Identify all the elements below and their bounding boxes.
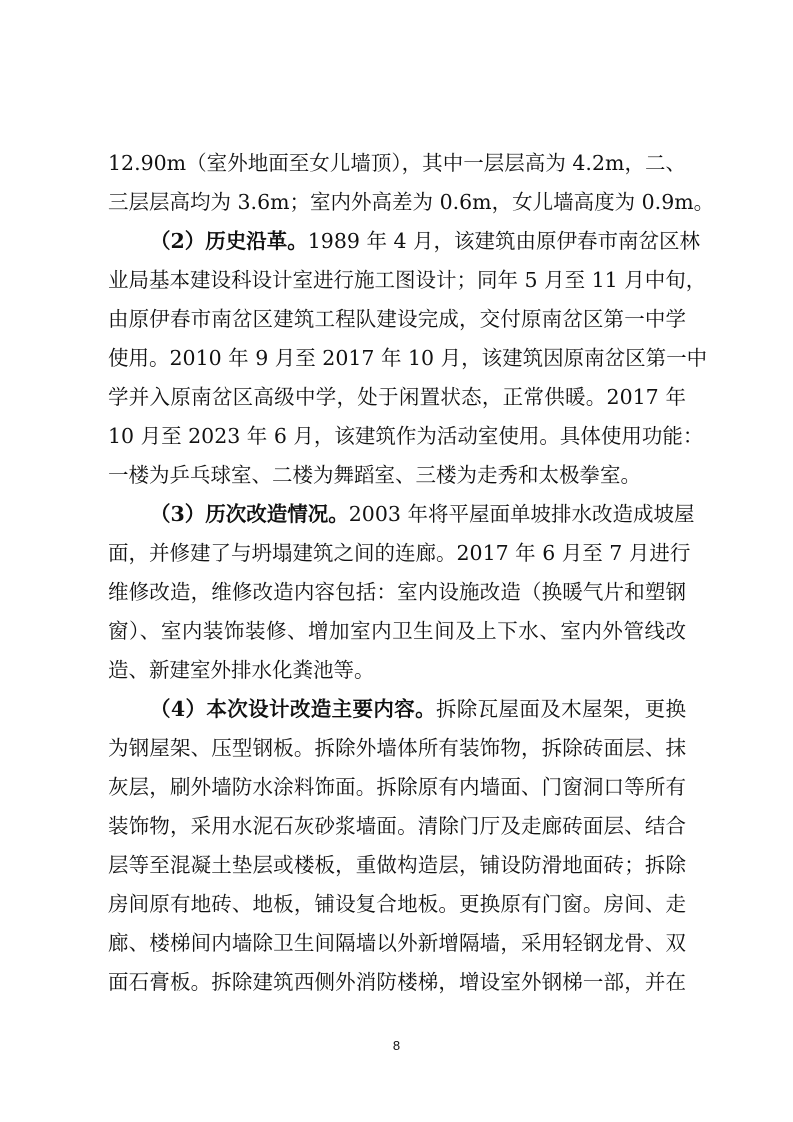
text-line: 12.90m（室外地面至女儿墙顶），其中一层层高为 4.2m，二、	[108, 151, 686, 175]
text-line: 学并入原南岔区高级中学，处于闲置状态，正常供暖。2017 年	[108, 385, 686, 409]
text-line: 造、新建室外排水化粪池等。	[108, 658, 375, 682]
page-number: 8	[392, 1038, 401, 1053]
section-heading-design-content: （4）本次设计改造主要内容。	[150, 697, 436, 721]
text-line: 一楼为乒乓球室、二楼为舞蹈室、三楼为走秀和太极拳室。	[108, 463, 641, 487]
text-line: 层等至混凝土垫层或楼板，重做构造层，铺设防滑地面砖；拆除	[108, 853, 686, 877]
paragraph-text: 2003 年将平屋面单坡排水改造成坡屋	[348, 502, 695, 526]
text-line: 房间原有地砖、地板，铺设复合地板。更换原有门窗。房间、走	[108, 892, 686, 916]
text-line: 面，并修建了与坍塌建筑之间的连廊。2017 年 6 月至 7 月进行	[108, 541, 691, 565]
text-line: 业局基本建设科设计室进行施工图设计；同年 5 月至 11 月中旬，	[108, 268, 707, 292]
text-line: 廊、楼梯间内墙除卫生间隔墙以外新增隔墙，采用轻钢龙骨、双	[108, 931, 686, 955]
paragraph-text: 拆除瓦屋面及木屋架，更换	[435, 697, 686, 721]
section-heading-history: （2）历史沿革。	[150, 229, 308, 253]
text-line: 面石膏板。拆除建筑西侧外消防楼梯，增设室外钢梯一部，并在	[108, 970, 686, 994]
text-line: 10 月至 2023 年 6 月，该建筑作为活动室使用。具体使用功能：	[108, 424, 704, 448]
text-line: 窗）、室内装饰装修、增加室内卫生间及上下水、室内外管线改	[108, 619, 686, 643]
text-line: 装饰物，采用水泥石灰砂浆墙面。清除门厅及走廊砖面层、结合	[108, 814, 686, 838]
text-line: 为钢屋架、压型钢板。拆除外墙体所有装饰物，拆除砖面层、抹	[108, 736, 686, 760]
paragraph-4-first-line	[150, 694, 686, 724]
text-line: 维修改造，维修改造内容包括：室内设施改造（换暖气片和塑钢	[108, 580, 686, 604]
text-line: 由原伊春市南岔区建筑工程队建设完成，交付原南岔区第一中学	[108, 307, 686, 331]
text-line: 灰层，刷外墙防水涂料饰面。拆除原有内墙面、门窗洞口等所有	[108, 775, 686, 799]
paragraph-3-first-line	[150, 499, 695, 529]
paragraph-text: 1989 年 4 月，该建筑由原伊春市南岔区林	[307, 229, 701, 253]
section-heading-renovations: （3）历次改造情况。	[150, 502, 349, 526]
text-line: 三层层高均为 3.6m；室内外高差为 0.6m，女儿墙高度为 0.9m。	[108, 190, 715, 214]
text-line: 使用。2010 年 9 月至 2017 年 10 月，该建筑因原南岔区第一中	[108, 346, 708, 370]
paragraph-2-first-line	[150, 226, 701, 256]
